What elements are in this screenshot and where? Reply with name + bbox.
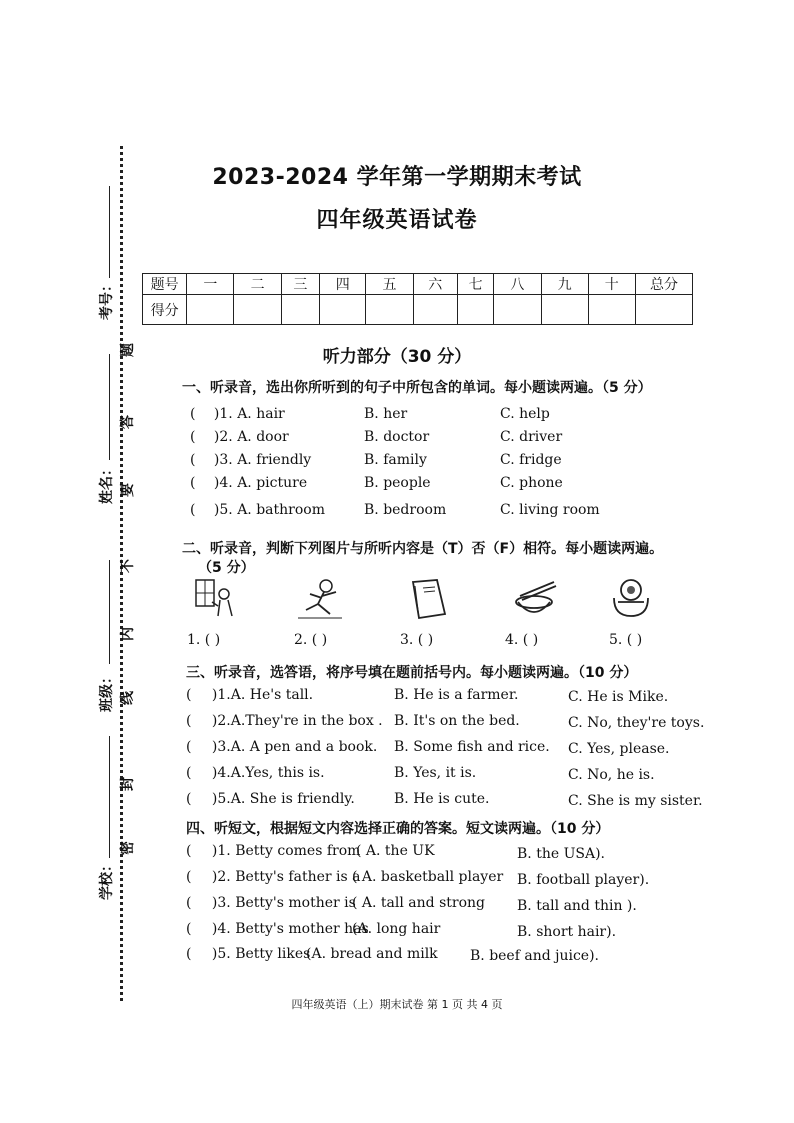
s3-q3-b: B. Some fish and rice. [394, 739, 550, 755]
xingming-fill-line [109, 354, 110, 460]
score-cell[interactable] [413, 295, 457, 325]
s2-answer-5[interactable]: 5. ( ) [609, 632, 643, 648]
s3-q4-c: C. No, he is. [568, 767, 655, 783]
s3-q5-b: B. He is cute. [394, 791, 490, 807]
score-cell[interactable] [187, 295, 234, 325]
paren: ( [190, 406, 196, 422]
header-cell: 四 [320, 274, 366, 295]
section4-heading: 四、听短文，根据短文内容选择正确的答案。短文读两遍。（10 分） [186, 821, 610, 837]
s3-q1 [186, 687, 313, 703]
question-option-a: )2. A. door [213, 429, 289, 445]
score-cell[interactable] [588, 295, 635, 325]
score-cell[interactable] [366, 295, 413, 325]
question-option-a: )2.A.They're in the box . [211, 713, 383, 729]
seal-char-2: 答 [120, 415, 136, 429]
s1-q5-c: C. living room [500, 502, 600, 518]
s1-q4-c: C. phone [500, 475, 563, 491]
s1-q2 [190, 429, 289, 445]
paren: ( [190, 475, 196, 491]
score-row-label: 得分 [143, 295, 187, 325]
header-cell: 八 [494, 274, 541, 295]
section1-heading: 一、听录音，选出你所听到的句子中所包含的单词。每小题读两遍。（5 分） [182, 380, 652, 396]
section2-heading: 二、听录音，判断下列图片与所听内容是（T）否（F）相符。每小题读两遍。 [182, 541, 664, 557]
seal-char-1: 题 [120, 343, 136, 357]
banji-label: 班级： [99, 670, 115, 712]
english-book-picture [405, 576, 451, 622]
xingming-label: 姓名： [99, 462, 115, 504]
header-cell: 总分 [635, 274, 692, 295]
question-option-a: )5.A. She is friendly. [211, 791, 355, 807]
s4-q5-b: B. beef and juice). [470, 948, 600, 964]
score-table [142, 273, 693, 325]
s1-q4-b: B. people [364, 475, 431, 491]
header-cell: 三 [281, 274, 319, 295]
s1-q1-b: B. her [364, 406, 408, 422]
paren: ( [186, 946, 192, 962]
s4-q1-b: B. the USA). [517, 846, 605, 862]
section3-heading: 三、听录音，选答语，将序号填在题前括号内。每小题读两遍。（10 分） [186, 665, 638, 681]
s3-q3 [186, 739, 377, 755]
s3-q3-c: C. Yes, please. [568, 741, 670, 757]
paren: ( [186, 765, 192, 781]
s4-q3-a: ( A. tall and strong [352, 895, 485, 911]
s4-q1 [186, 843, 360, 859]
armchair-picture [608, 576, 654, 622]
score-cell[interactable] [281, 295, 319, 325]
s4-q4 [186, 921, 369, 937]
s1-q5 [190, 502, 325, 518]
question-option-a: )3. A. friendly [213, 452, 312, 468]
paren: ( [190, 429, 196, 445]
binding-dotted-line [120, 146, 123, 1001]
s3-q2-c: C. No, they're toys. [568, 715, 705, 731]
header-cell: 五 [366, 274, 413, 295]
s4-q2-b: B. football player). [517, 872, 650, 888]
kaohao-label: 考号： [99, 278, 115, 320]
question-option-a: )5. A. bathroom [213, 502, 325, 518]
paren: ( [190, 452, 196, 468]
exam-title: 2023-2024 学年第一学期期末考试 [212, 165, 582, 190]
s4-q4-a: (A. long hair [352, 921, 441, 937]
s3-q1-c: C. He is Mike. [568, 689, 669, 705]
question-stem: )4. Betty's mother has [211, 921, 369, 937]
s2-answer-2[interactable]: 2. ( ) [294, 632, 328, 648]
s2-answer-3[interactable]: 3. ( ) [400, 632, 434, 648]
s3-q2 [186, 713, 383, 729]
seal-char-7: 封 [120, 777, 136, 791]
score-cell[interactable] [234, 295, 281, 325]
s1-q3 [190, 452, 311, 468]
paren: ( [186, 687, 192, 703]
s4-q2 [186, 869, 360, 885]
s2-answer-1[interactable]: 1. ( ) [187, 632, 221, 648]
seal-char-5: 内 [120, 627, 136, 641]
s1-q4 [190, 475, 307, 491]
seal-char-3: 要 [120, 483, 136, 497]
s4-q4-b: B. short hair). [517, 924, 617, 940]
question-stem: )3. Betty's mother is [211, 895, 356, 911]
xuexiao-label: 学校： [99, 858, 115, 900]
s3-q1-b: B. He is a farmer. [394, 687, 519, 703]
question-option-a: )1.A. He's tall. [211, 687, 314, 703]
running-boy-picture [296, 576, 342, 622]
header-cell: 九 [541, 274, 588, 295]
paren: ( [186, 791, 192, 807]
s3-q2-b: B. It's on the bed. [394, 713, 520, 729]
listening-part-title: 听力部分（30 分） [322, 347, 472, 367]
score-cell[interactable] [494, 295, 541, 325]
score-cell[interactable] [635, 295, 692, 325]
paren: ( [186, 843, 192, 859]
bowl-chopsticks-picture [510, 576, 556, 622]
paren: ( [186, 921, 192, 937]
s1-q2-b: B. doctor [364, 429, 430, 445]
score-cell[interactable] [320, 295, 366, 325]
s4-q3-b: B. tall and thin ). [517, 898, 637, 914]
s3-q4 [186, 765, 325, 781]
seal-char-8: 密 [120, 841, 136, 855]
question-stem: )1. Betty comes from [211, 843, 361, 859]
paren: ( [186, 713, 192, 729]
score-table-score-row [143, 295, 693, 325]
s1-q3-b: B. family [364, 452, 427, 468]
question-option-a: )1. A. hair [213, 406, 285, 422]
window-girl-picture [192, 576, 238, 622]
s4-q5-a: (A. bread and milk [306, 946, 438, 962]
paren: ( [190, 502, 196, 518]
banji-fill-line [109, 560, 110, 664]
header-cell: 一 [187, 274, 234, 295]
paren: ( [186, 869, 192, 885]
s4-q5 [186, 946, 310, 962]
paren: ( [186, 739, 192, 755]
s1-q1-c: C. help [500, 406, 550, 422]
s3-q4-b: B. Yes, it is. [394, 765, 477, 781]
score-cell[interactable] [457, 295, 493, 325]
s3-q5-c: C. She is my sister. [568, 793, 703, 809]
s4-q2-a: ( A. basketball player [352, 869, 504, 885]
seal-char-4: 不 [120, 559, 136, 573]
xuexiao-fill-line [109, 736, 110, 858]
score-table-header-row [143, 274, 693, 295]
score-cell[interactable] [541, 295, 588, 325]
s4-q1-a: ( A. the UK [356, 843, 435, 859]
paren: ( [186, 895, 192, 911]
question-stem: )5. Betty likes [211, 946, 311, 962]
header-cell: 七 [457, 274, 493, 295]
question-option-a: )4.A.Yes, this is. [211, 765, 325, 781]
s1-q1 [190, 406, 285, 422]
s3-q5 [186, 791, 355, 807]
page-footer: 四年级英语（上）期末试卷 第 1 页 共 4 页 [291, 998, 503, 1011]
header-cell: 十 [588, 274, 635, 295]
header-cell: 六 [413, 274, 457, 295]
header-cell: 二 [234, 274, 281, 295]
question-option-a: )3.A. A pen and a book. [211, 739, 378, 755]
s1-q5-b: B. bedroom [364, 502, 447, 518]
s1-q3-c: C. fridge [500, 452, 562, 468]
seal-char-6: 线 [120, 691, 136, 705]
s2-answer-4[interactable]: 4. ( ) [505, 632, 539, 648]
section2-heading-points: （5 分） [198, 560, 255, 576]
exam-subtitle: 四年级英语试卷 [316, 208, 478, 233]
s4-q3 [186, 895, 356, 911]
s1-q2-c: C. driver [500, 429, 563, 445]
question-stem: )2. Betty's father is a [211, 869, 361, 885]
header-cell: 题号 [143, 274, 187, 295]
question-option-a: )4. A. picture [213, 475, 308, 491]
